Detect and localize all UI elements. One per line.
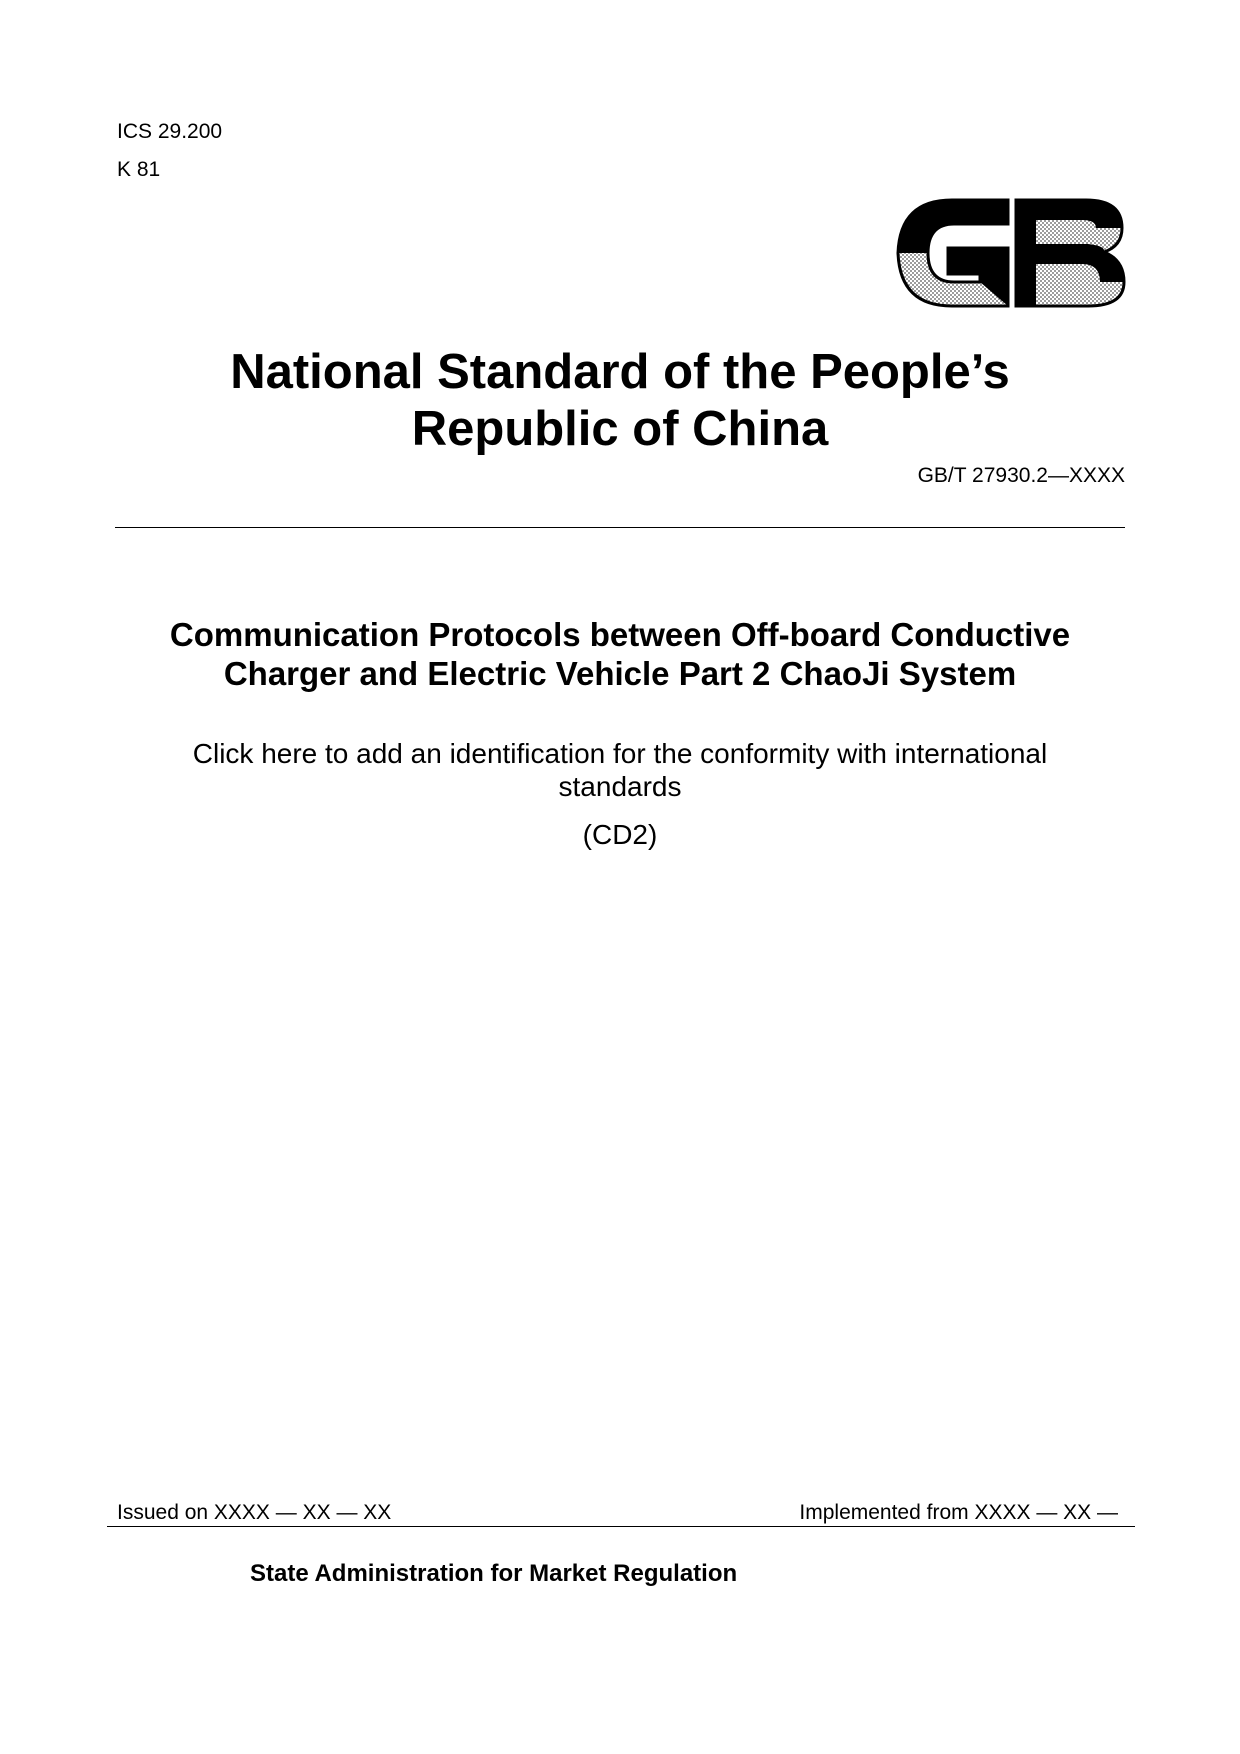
standard-number: GB/T 27930.2—XXXX (917, 464, 1125, 487)
bottom-divider (107, 1526, 1135, 1527)
conformity-placeholder[interactable]: Click here to add an identification for the conformity with international standards (192, 738, 1048, 802)
ics-code: ICS 29.200 (117, 120, 223, 143)
implemented-date: Implemented from XXXX — XX — (799, 1501, 1118, 1524)
top-divider (115, 527, 1125, 528)
gb-logo-icon (890, 190, 1130, 316)
issued-date: Issued on XXXX — XX — XX (117, 1501, 392, 1524)
stage-label: (CD2) (582, 819, 658, 850)
classification-code: K 81 (117, 158, 161, 181)
issuing-authority: State Administration for Market Regulation (250, 1560, 738, 1587)
main-title: National Standard of the People’s Republic of China (230, 345, 1010, 456)
document-title: Communication Protocols between Off-board Conductive Charger and Electric Vehicle Part 2 ChaoJi System (169, 616, 1071, 692)
